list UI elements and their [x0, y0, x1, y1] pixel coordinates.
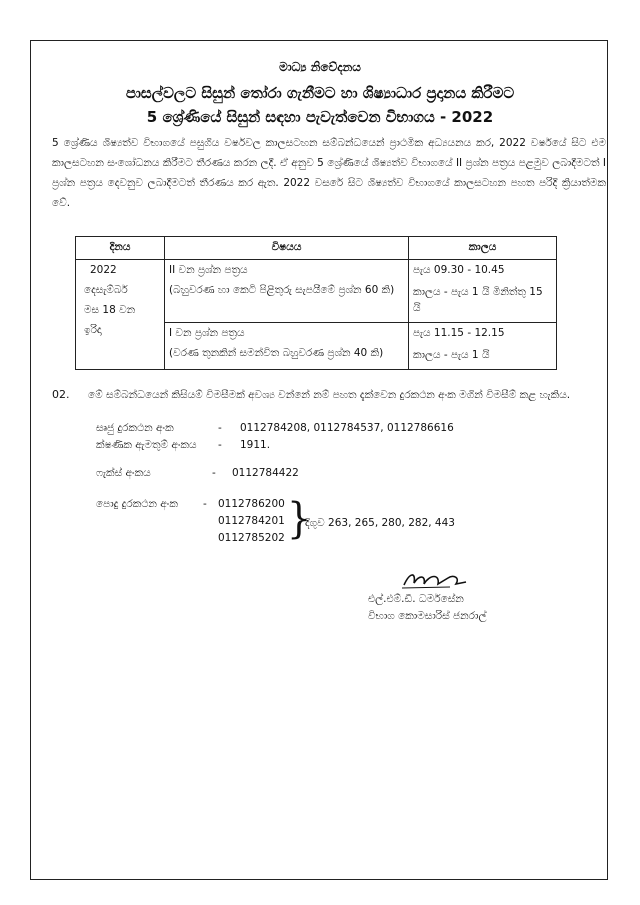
header-subject: විෂයය: [165, 237, 409, 260]
general-label: පොදු දුරකථන අංක: [96, 498, 178, 510]
date-line: 2022: [90, 264, 117, 276]
signatory-title: විභාග කොමසාරිස් ජනරාල්: [368, 610, 487, 622]
notice-label: මාධ්‍ය නිවේදනය: [279, 60, 361, 74]
direct-separator: -: [218, 422, 222, 434]
subject-detail: (වරණ තුනකින් සමන්විත බහුවරණ ප්‍රශ්න 40 කි): [169, 347, 384, 359]
section2-number: 02.: [52, 388, 70, 401]
general-number: 0112785202: [218, 532, 285, 544]
notice-title-line1: පාසල්වලට සිසුන් තෝරා ගැනීමට හා ශිෂ්‍යාධාර ප්‍රදානය කිරීමට: [125, 84, 515, 102]
hotline-separator: -: [218, 439, 222, 451]
direct-label: සෘජු දුරකථන අංක: [96, 422, 174, 434]
time-range: පැය 09.30 - 10.45: [413, 264, 505, 276]
signatory-name: එල්.එම්.ඩී. ධර්මසේන: [368, 593, 464, 605]
direct-numbers: 0112784208, 0112784537, 0112786616: [240, 422, 454, 434]
time-range: පැය 11.15 - 12.15: [413, 327, 505, 339]
general-number: 0112784201: [218, 515, 285, 527]
subject-cell: [165, 323, 409, 370]
time-cell: [409, 323, 557, 370]
table-row: [76, 260, 557, 323]
date-line: මස 18 වන: [84, 304, 136, 316]
curly-brace-icon: }: [287, 493, 312, 543]
subject-detail: (බහුවරණ හා කෙටි පිළිතුරු සැපයීමේ ප්‍රශ්න 60 කි): [169, 284, 395, 296]
hotline-number: 1911.: [240, 439, 271, 451]
extension-numbers: දිගුව 263, 265, 280, 282, 443: [305, 517, 455, 529]
time-cell: [409, 260, 557, 323]
fax-separator: -: [212, 467, 216, 479]
duration: කාලය - පැය 1 යි මිනිත්තු 15 යි: [413, 286, 543, 314]
exam-schedule-table: [75, 236, 557, 370]
subject-name: II වන ප්‍රශ්න පත්‍රය: [169, 264, 248, 276]
general-separator: -: [203, 498, 207, 510]
fax-label: ෆැක්ස් අංකය: [96, 467, 151, 479]
section2-text: මේ සම්බන්ධයෙන් කිසියම් විමසීමක් අවශ්‍ය වන්නේ නම් පහත දැක්වෙන දුරකථන අංක මගින් විමසීම් කළ හැකිය.: [88, 389, 571, 401]
notice-title-line2: 5 ශ්‍රේණියේ සිසුන් සඳහා පැවැත්වෙන විභාගය - 2022: [146, 108, 494, 126]
fax-number: 0112784422: [232, 467, 299, 479]
date-line: දෙසැම්බර්: [84, 284, 128, 296]
duration: කාලය - පැය 1 යි: [413, 349, 490, 361]
subject-name: I වන ප්‍රශ්න පත්‍රය: [169, 327, 245, 339]
header-date: දිනය: [76, 237, 165, 260]
date-line: ඉරිදා: [84, 324, 102, 336]
subject-cell: [165, 260, 409, 323]
date-cell: [76, 260, 165, 370]
hotline-label: ක්ෂණික ඇමතුම් අංකය: [96, 439, 197, 451]
intro-paragraph: 5 ශ්‍රේණිය ශිෂ්‍යත්ව විභාගයේ පසුගිය වර්ෂවල කාලසටහන සම්බන්ධයෙන් ප්‍රාථමික අධ්‍යයනය කර, 2022 වර්ෂයේ සිට එම කාලසටහන සංශෝධනය කිරීමට තීරණය කරන ලදී. ඒ අනුව 5 ශ්‍රේණියේ ශිෂ්‍යත්ව විභාගයේ II ප්‍රශ්න පත්‍රය පළමුව ලබාදීමටත් I ප්‍රශ්න පත්‍රය දෙවනුව ලබාදීමටත් තීරණය කර ඇත. 2022 වසරේ සිට ශිෂ්‍යත්ව විභාගයේ කාලසටහන පහත පරිදි ක්‍රියාත්මක වේ.: [52, 137, 606, 209]
table-header-row: [76, 237, 557, 260]
signature-icon: [400, 568, 470, 592]
general-number: 0112786200: [218, 498, 285, 510]
header-time: කාලය: [409, 237, 557, 260]
